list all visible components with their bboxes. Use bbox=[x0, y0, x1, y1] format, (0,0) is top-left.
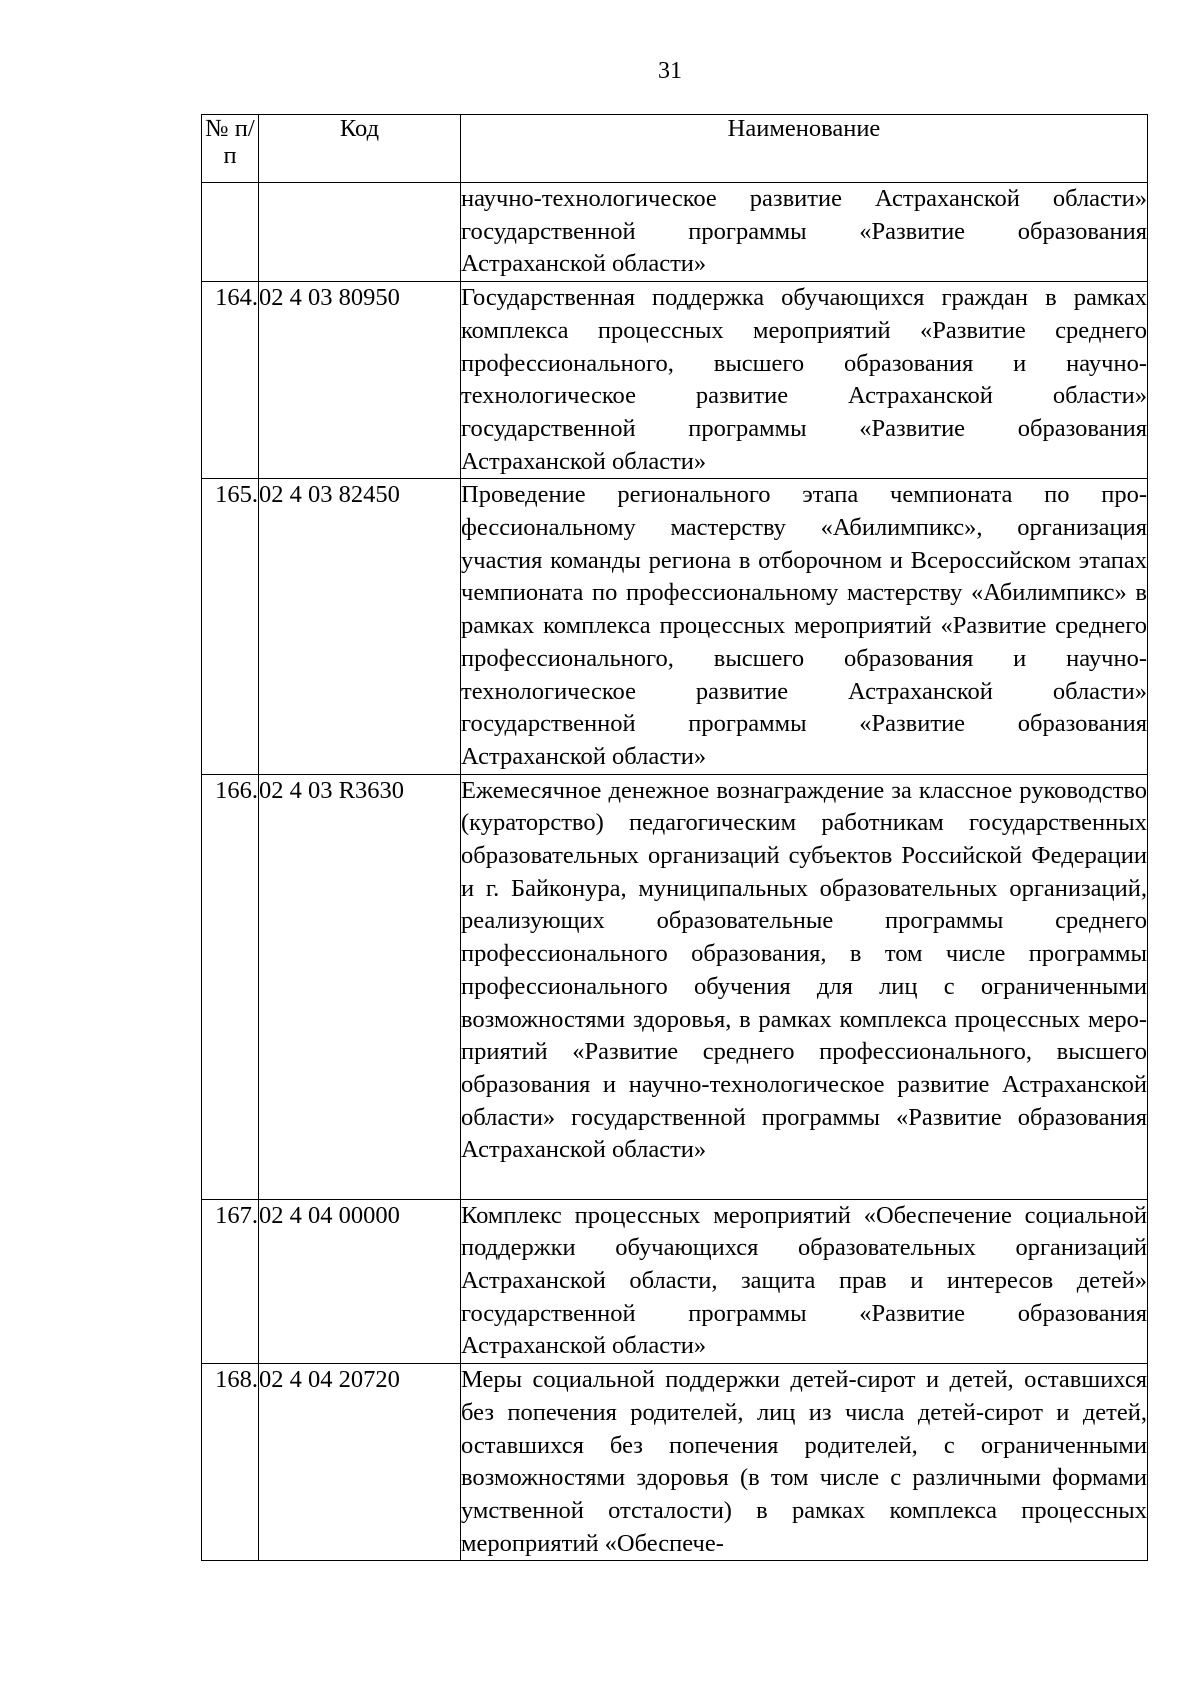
row-name bbox=[461, 774, 1148, 1199]
table-row bbox=[202, 774, 1148, 1199]
row-code: 02 4 03 R3630 bbox=[259, 774, 461, 1199]
row-name bbox=[461, 1199, 1148, 1364]
table-row bbox=[202, 183, 1148, 282]
row-name-text: Ежемесячное денежное вознаграждение за классное руководство (кураторство) педагогическим работникам государственных образовательных организаций субъектов Российской Федерации и г. Байконура, муниципальных образовательных организаций, реализующих образовательные программы среднего профессионального образования, в том числе программы профессионального обучения для лиц с ограниченными возможностями здоровья, в рамках комплекса процессных мероприятий «Развитие среднего профессионального, высшего образования и научно-технологическое развитие Астраханской области» государственной программы «Развитие образования Астраханской области» bbox=[461, 776, 1147, 1164]
row-num: 165. bbox=[202, 479, 259, 774]
row-code: 02 4 03 82450 bbox=[259, 479, 461, 774]
row-name-text: Меры социальной поддержки детей-сирот и детей, оставшихся без попечения родителей, лиц из числа детей-сирот и детей, оставшихся без попечения родителей, с ограниченными возможностями здоровья (в том числе с различными формами умственной отсталости) в рамках комплекса процессных мероприятий «Обеспече- bbox=[461, 1366, 1147, 1557]
table-header bbox=[202, 115, 1148, 183]
row-num: 166. bbox=[202, 774, 259, 1199]
row-name-text: Проведение регионального этапа чемпионата по профессиональному мастерству «Абилимпикс», организация участия команды региона в отборочном и Всероссийском этапах чемпионата по профессиональному мастерству «Абилимпикс» в рамках комплекса процессных мероприятий «Развитие среднего профессионального, высшего образования и научно-технологическое развитие Астраханской области» государственной программы «Развитие образования Астраханской области» bbox=[461, 481, 1147, 770]
table-row bbox=[202, 1199, 1148, 1364]
row-num bbox=[202, 183, 259, 282]
table-row bbox=[202, 1364, 1148, 1561]
table-row bbox=[202, 282, 1148, 479]
row-name bbox=[461, 1364, 1148, 1561]
row-name bbox=[461, 479, 1148, 774]
header-code: Код bbox=[259, 115, 461, 183]
classification-table bbox=[201, 114, 1148, 1561]
row-name-text: Комплекс процессных мероприятий «Обеспечение социальной поддержки обучающихся образовательных организаций Астраханской области, защита прав и интересов детей» государственной программы «Развитие образования Астраханской области» bbox=[461, 1201, 1147, 1360]
row-code: 02 4 04 00000 bbox=[259, 1199, 461, 1364]
row-name bbox=[461, 282, 1148, 479]
header-name: Наименование bbox=[461, 115, 1148, 183]
row-name bbox=[461, 183, 1148, 282]
row-num: 164. bbox=[202, 282, 259, 479]
row-code: 02 4 04 20720 bbox=[259, 1364, 461, 1561]
header-num: № п/п bbox=[202, 115, 259, 183]
table-row bbox=[202, 479, 1148, 774]
row-num: 167. bbox=[202, 1199, 259, 1364]
page-number: 31 bbox=[658, 58, 682, 84]
row-name-text: Государственная поддержка обучающихся граждан в рамках комплекса процессных мероприятий «Развитие среднего профессионального, высшего образования и научно-технологическое развитие Астраханской области» государственной программы «Развитие образования Астраханской области» bbox=[461, 284, 1147, 475]
row-code: 02 4 03 80950 bbox=[259, 282, 461, 479]
row-name-text: научно-технологическое развитие Астраханской области» государственной программы «Развитие образования Астраханской области» bbox=[461, 185, 1147, 278]
row-code bbox=[259, 183, 461, 282]
row-num: 168. bbox=[202, 1364, 259, 1561]
